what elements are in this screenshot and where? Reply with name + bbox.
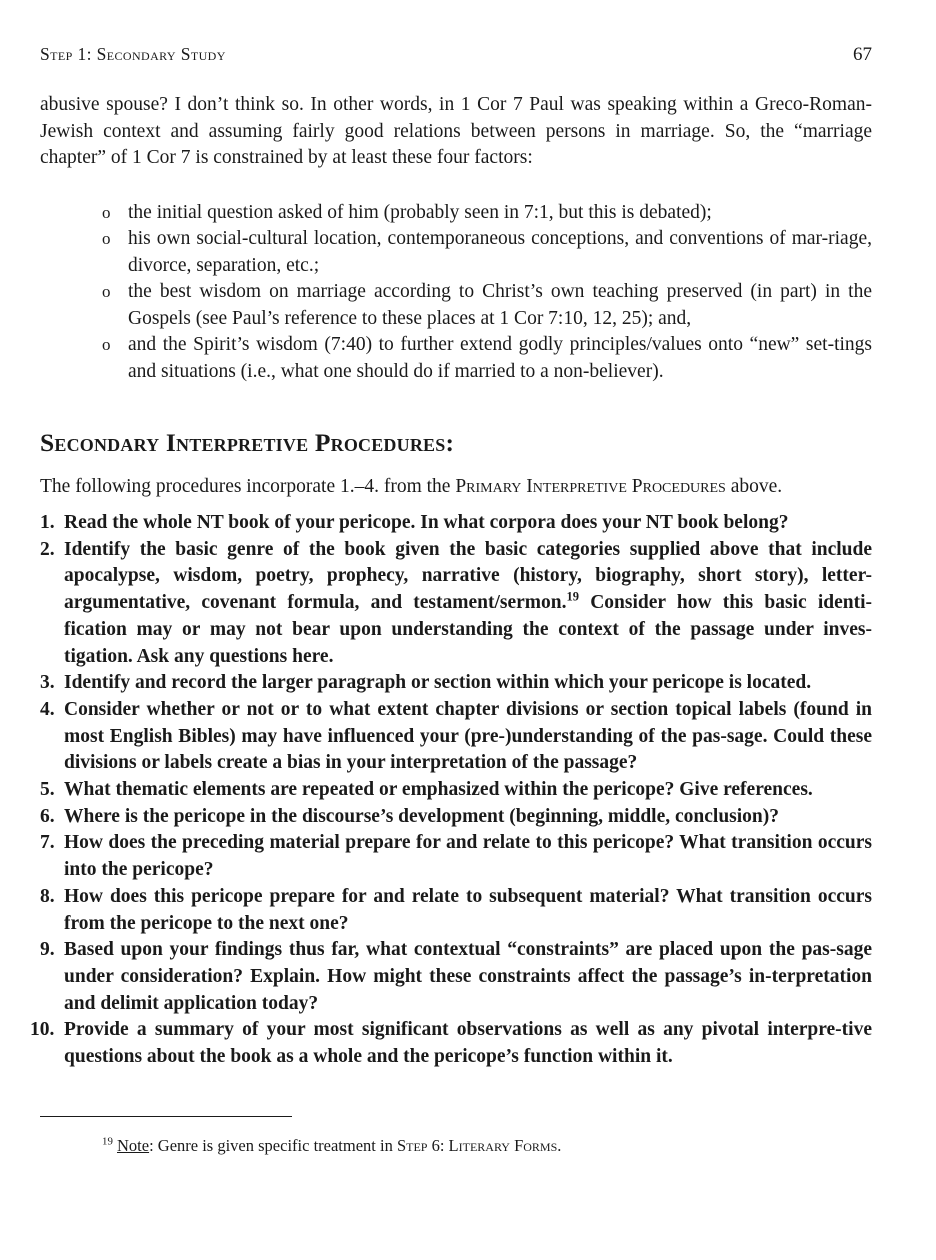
procedure-number: 10. — [30, 1019, 55, 1041]
footnote-area — [40, 1116, 872, 1157]
procedure-number: 8. — [40, 885, 55, 907]
procedure-number: 9. — [40, 939, 55, 961]
list-item — [102, 226, 872, 279]
procedure-text: Based upon your findings thus far, what contextual “constraints” are placed upon the pas-sage under consideration? Explain. How might these constraints affect the passage’s in-terpretation and delimit application today? — [64, 939, 872, 1014]
procedure-text: How does this pericope prepare for and relate to subsequent material? What transition occurs from the pericope to the next one? — [64, 885, 872, 934]
procedure-item-1 — [40, 510, 872, 537]
procedure-text-continued: Consider how this basic identi-fication may or may not bear upon understanding the context of the passage under inves-tigation. Ask any questions here. — [64, 592, 873, 667]
list-item-text: his own social-cultural location, contemporaneous conceptions, and conventions of mar-riage, divorce, separation, etc.; — [128, 228, 872, 276]
lead-in-before: The following procedures incorporate 1.–4. from the — [40, 476, 456, 497]
procedure-number: 3. — [40, 672, 55, 694]
procedure-item-5 — [40, 777, 872, 804]
procedure-text: Where is the pericope in the discourse’s development (beginning, middle, conclusion)? — [64, 805, 780, 827]
list-item — [102, 332, 872, 385]
procedure-text: What thematic elements are repeated or emphasized within the pericope? Give references. — [64, 779, 813, 801]
list-item-text: the best wisdom on marriage according to Christ’s own teaching preserved (in part) in the Gospels (see Paul’s reference to these places at 1 Cor 7:10, 12, 25); and, — [128, 281, 872, 329]
factors-list — [40, 200, 872, 386]
procedure-item-4 — [40, 697, 872, 777]
procedure-number: 2. — [40, 538, 55, 560]
procedure-text: Read the whole NT book of your pericope. In what corpora does your NT book belong? — [64, 512, 789, 533]
list-item-text: and the Spirit’s wisdom (7:40) to further extend godly principles/values onto “new” set-tings and situations (i.e., what one should do if married to a non-believer). — [128, 334, 872, 382]
procedure-number: 5. — [40, 779, 55, 801]
footnote-label: Note — [117, 1136, 150, 1155]
footnote-text-after: . — [557, 1136, 562, 1155]
procedure-item-10 — [30, 1017, 872, 1070]
opening-paragraph: abusive spouse? I don’t think so. In other words, in 1 Cor 7 Paul was speaking within a Greco-Roman-Jewish context and assuming fairly good relations between persons in marriage. So, the “marriage chapter” of 1 Cor 7 is constrained by at least these four factors: — [40, 94, 872, 168]
lead-in-paragraph — [40, 474, 872, 501]
footnote-smallcaps: Step 6: Literary Forms — [396, 1136, 558, 1155]
procedure-text: Identify the basic genre of the book given the basic categories supplied above that include apocalypse, wisdom, poetry, prophecy, narrative (history, biography, short story), letter-argumentative, covenant formula, and testament/sermon. — [64, 538, 872, 614]
list-item — [102, 200, 872, 227]
procedure-number: 6. — [40, 805, 55, 827]
lead-in-after: above. — [725, 476, 783, 497]
procedure-text: Consider whether or not or to what extent chapter divisions or section topical labels (found in most English Bibles) may have influenced your (pre-)understanding of the pas-sage. Could these divisions or labels create a bias in your interpretation of the passage? — [64, 698, 872, 774]
running-head-title: Step 1: Secondary Study — [40, 44, 226, 64]
procedure-text: Identify and record the larger paragraph or section within which your pericope is located. — [64, 672, 812, 694]
procedure-text: Provide a summary of your most significant observations as well as any pivotal interpre-tive questions about the book as a whole and the pericope’s function within it. — [64, 1019, 872, 1068]
page-number: 67 — [853, 44, 872, 65]
body-text-block — [40, 92, 872, 385]
footnote-marker: 19 — [102, 1135, 113, 1148]
section-heading: Secondary Interpretive Procedures: — [40, 428, 455, 457]
procedure-number: 1. — [40, 512, 55, 533]
procedure-number: 4. — [40, 698, 55, 720]
procedure-item-9 — [40, 937, 872, 1017]
footnote-19 — [40, 1135, 872, 1157]
footnote-separator-rule — [40, 1116, 292, 1117]
circle-bullet-icon: o — [102, 202, 111, 222]
list-item-text: the initial question asked of him (probably seen in 7:1, but this is debated); — [128, 201, 712, 223]
procedure-item-2 — [40, 537, 872, 671]
running-head — [40, 44, 872, 66]
procedure-item-8 — [40, 884, 872, 937]
procedure-item-6 — [40, 804, 872, 831]
circle-bullet-icon: o — [102, 229, 111, 248]
procedure-item-7 — [40, 830, 872, 883]
circle-bullet-icon: o — [102, 335, 111, 354]
list-item — [102, 279, 872, 332]
circle-bullet-icon: o — [102, 282, 111, 301]
lead-in-smallcaps: Primary Interpretive Procedures — [455, 476, 726, 497]
procedure-number: 7. — [40, 832, 55, 854]
footnote-text-before: : Genre is given specific treatment in — [149, 1136, 397, 1155]
procedure-text: How does the preceding material prepare for and relate to this pericope? What transition occurs into the pericope? — [64, 832, 872, 881]
footnote-reference-19[interactable]: 19 — [566, 589, 579, 604]
procedure-item-3 — [40, 670, 872, 697]
procedures-list — [30, 510, 873, 1071]
